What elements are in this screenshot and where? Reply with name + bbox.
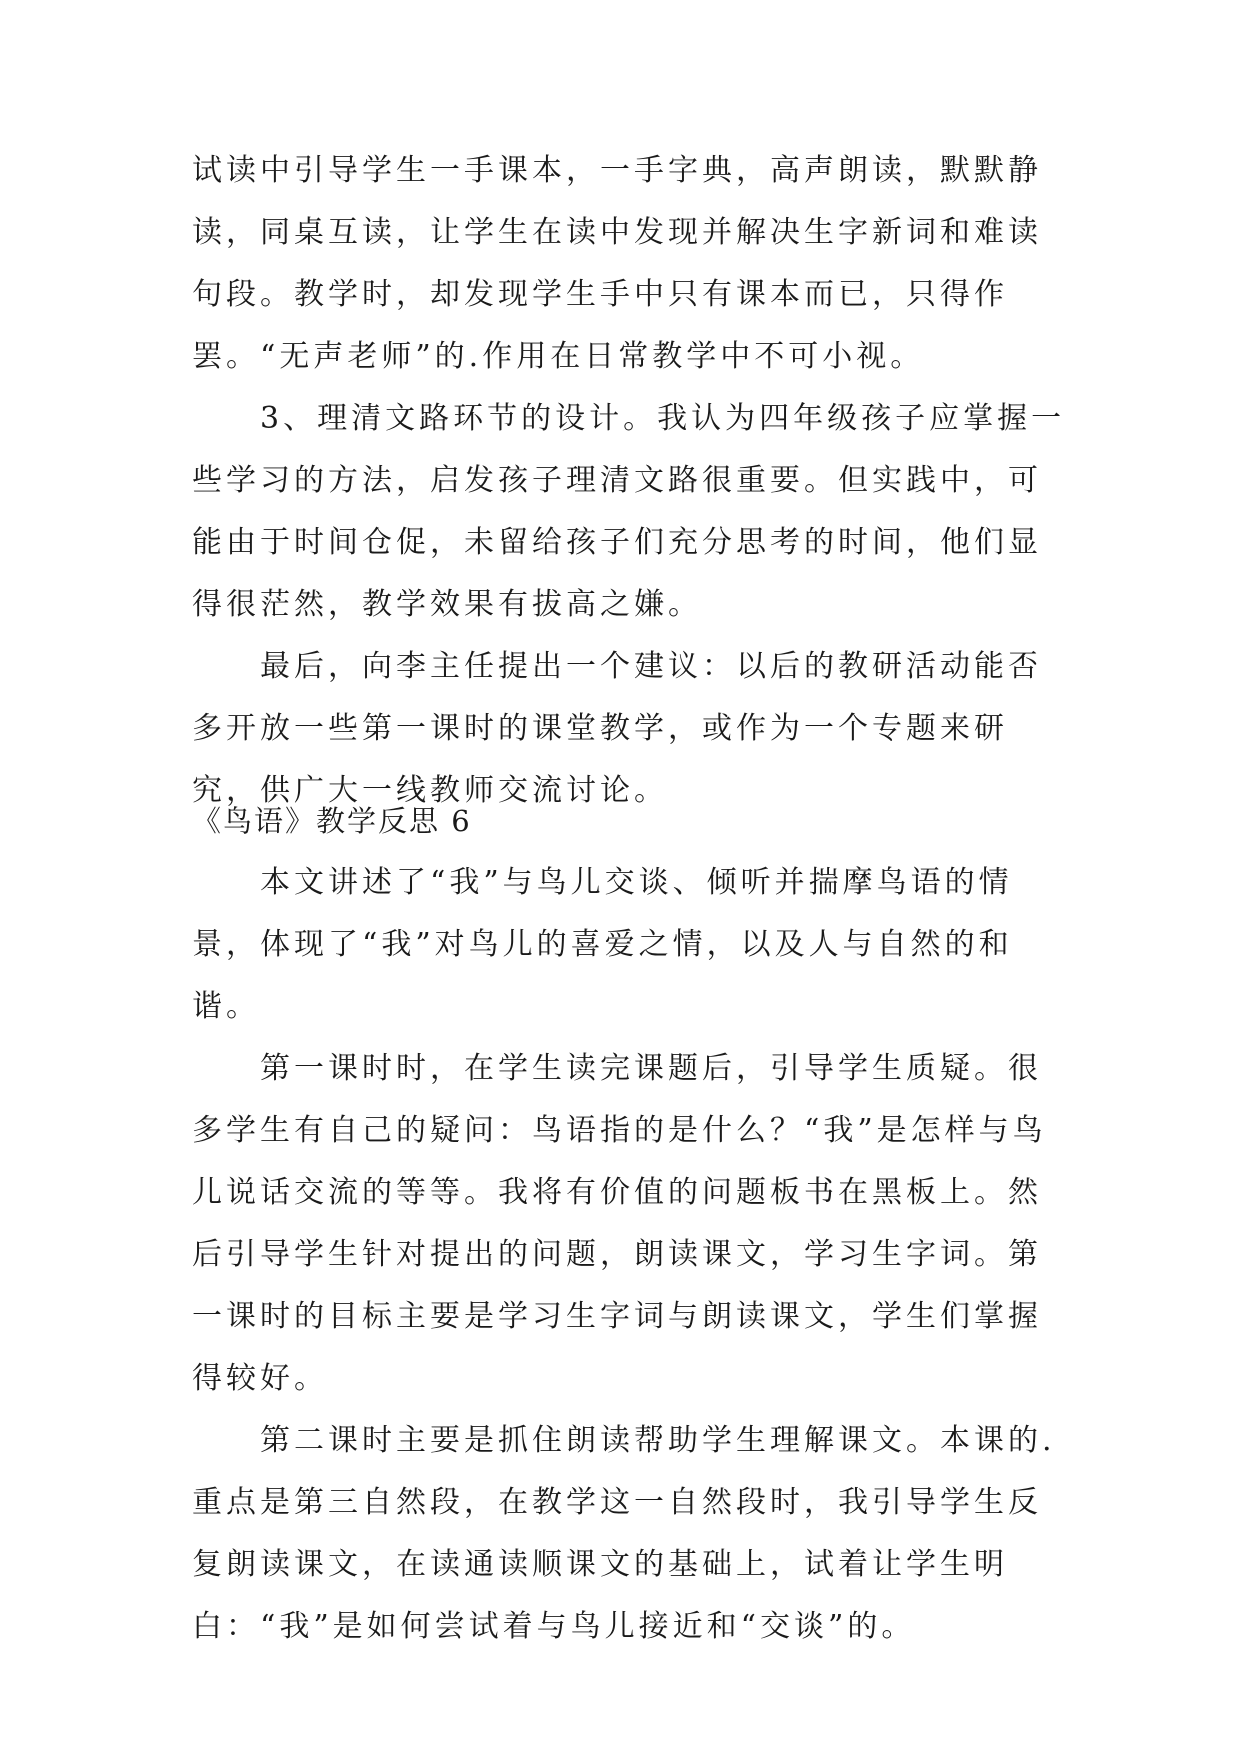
section-reflection-continued bbox=[192, 140, 1072, 822]
paragraph: 第二课时主要是抓住朗读帮助学生理解课文。本课的.重点是第三自然段，在教学这一自然段时，我引导学生反复朗读课文，在读通读顺课文的基础上，试着让学生明白：“我”是如何尝试着与鸟儿接近和“交谈”的。 bbox=[192, 1423, 1056, 1644]
paragraph: 最后，向李主任提出一个建议：以后的教研活动能否多开放一些第一课时的课堂教学，或作为一个专题来研究，供广大一线教师交流讨论。 bbox=[192, 649, 1042, 808]
section-heading: 《鸟语》教学反思 6 bbox=[192, 804, 472, 838]
paragraph: 第一课时时，在学生读完课题后，引导学生质疑。很多学生有自己的疑问：鸟语指的是什么？“我”是怎样与鸟儿说话交流的等等。我将有价值的问题板书在黑板上。然后引导学生针对提出的问题，朗读课文，学习生字词。第一课时的目标主要是学习生字词与朗读课文，学生们掌握得较好。 bbox=[192, 1051, 1047, 1396]
paragraph: 本文讲述了“我”与鸟儿交谈、倾听并揣摩鸟语的情景，体现了“我”对鸟儿的喜爱之情，以及人与自然的和谐。 bbox=[192, 865, 1013, 1024]
section-reflection-6 bbox=[192, 790, 1072, 1658]
paragraph: 3、理清文路环节的设计。我认为四年级孩子应掌握一些学习的方法，启发孩子理清文路很重要。但实践中，可能由于时间仓促，未留给孩子们充分思考的时间，他们显得很茫然，教学效果有拔高之嫌。 bbox=[192, 401, 1066, 622]
paragraph: 试读中引导学生一手课本，一手字典，高声朗读，默默静读，同桌互读，让学生在读中发现并解决生字新词和难读句段。教学时，却发现学生手中只有课本而已，只得作罢。“无声老师”的.作用在日常教学中不可小视。 bbox=[192, 153, 1042, 374]
